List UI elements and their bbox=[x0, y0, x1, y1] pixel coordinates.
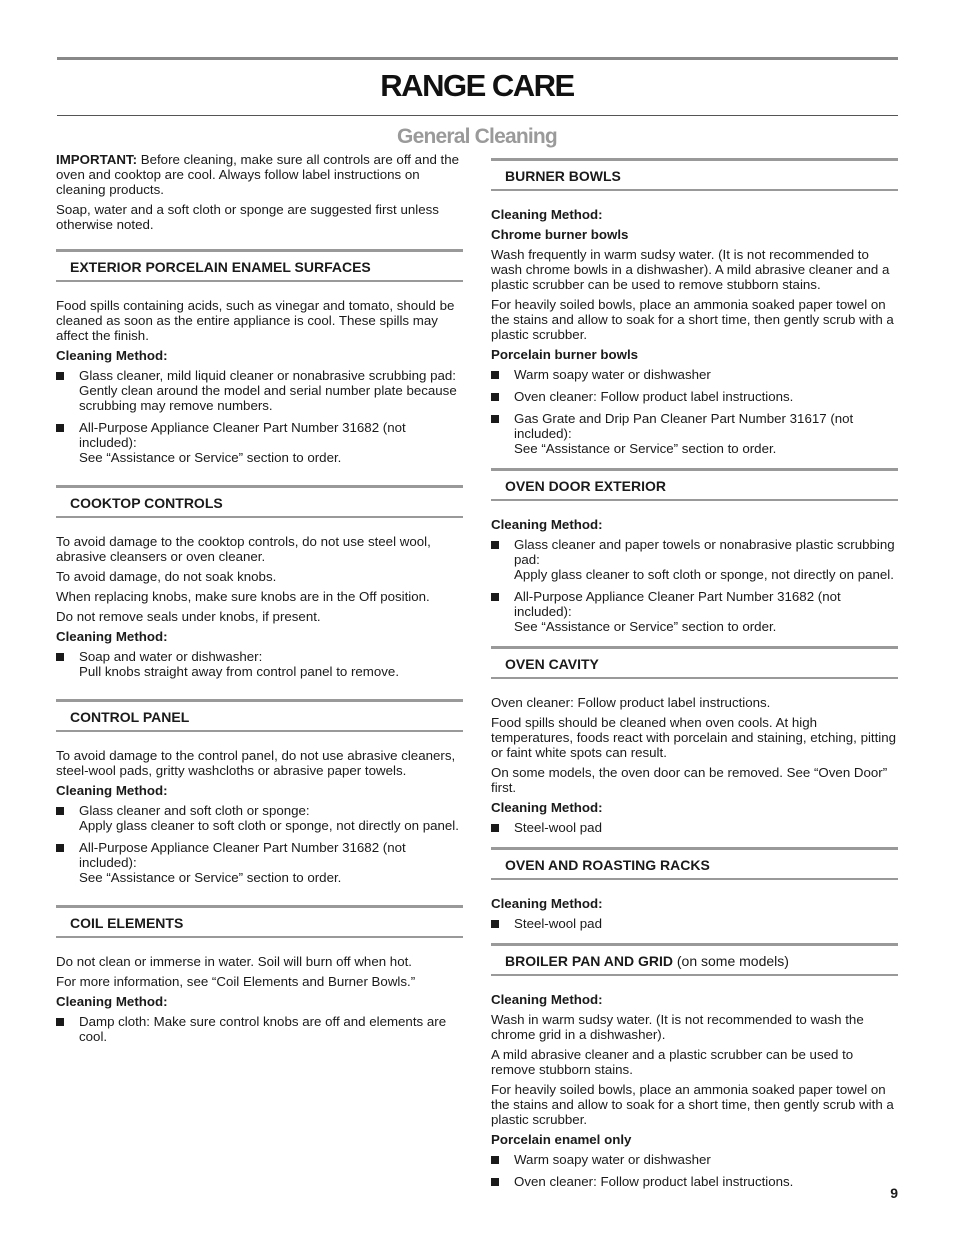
section-heading-exterior: EXTERIOR PORCELAIN ENAMEL SURFACES bbox=[56, 249, 463, 282]
porcelain-enamel-label: Porcelain enamel only bbox=[491, 1132, 632, 1147]
bullet-icon bbox=[491, 393, 499, 401]
page-title: RANGE CARE bbox=[380, 68, 574, 103]
oven-cavity-paragraph: On some models, the oven door can be removed. See “Oven Door” first. bbox=[491, 765, 888, 795]
cleaning-method-label: Cleaning Method: bbox=[491, 992, 603, 1007]
coil-paragraph: For more information, see “Coil Elements and Burner Bowls.” bbox=[56, 974, 416, 989]
bullet-icon bbox=[56, 844, 64, 852]
important-label: IMPORTANT: bbox=[56, 152, 138, 167]
cleaning-method-label: Cleaning Method: bbox=[56, 783, 168, 798]
bullet-icon bbox=[491, 541, 499, 549]
list-item: Glass cleaner and soft cloth or sponge: Apply glass cleaner to soft cloth or sponge, not directly on panel. bbox=[56, 803, 463, 833]
left-column bbox=[56, 152, 463, 1051]
cleaning-method-label: Cleaning Method: bbox=[56, 994, 168, 1009]
cleaning-method-label: Cleaning Method: bbox=[491, 896, 603, 911]
bullet-icon bbox=[491, 371, 499, 379]
bullet-icon bbox=[491, 920, 499, 928]
section-heading-broiler-pan bbox=[491, 943, 898, 976]
list-item: Glass cleaner, mild liquid cleaner or nonabrasive scrubbing pad: Gently clean around the model and serial number plate because scrubbing may remove numbers. bbox=[56, 368, 463, 413]
list-item: Steel-wool pad bbox=[491, 916, 898, 931]
section-heading-oven-cavity: OVEN CAVITY bbox=[491, 646, 898, 679]
control-panel-paragraph: To avoid damage to the control panel, do not use abrasive cleaners, steel-wool pads, gritty washcloths or abrasive paper towels. bbox=[56, 748, 456, 778]
list-item: Oven cleaner: Follow product label instructions. bbox=[491, 1174, 898, 1189]
page-number: 9 bbox=[890, 1185, 898, 1201]
bullet-icon bbox=[56, 424, 64, 432]
exterior-paragraph: Food spills containing acids, such as vinegar and tomato, should be cleaned as soon as the entire appliance is cool. These spills may affect the finish. bbox=[56, 298, 455, 343]
cooktop-paragraph: When replacing knobs, make sure knobs are in the Off position. bbox=[56, 589, 430, 604]
list-item: All-Purpose Appliance Cleaner Part Number 31682 (not included): See “Assistance or Service” section to order. bbox=[56, 840, 463, 885]
list-item: Damp cloth: Make sure control knobs are off and elements are cool. bbox=[56, 1014, 463, 1044]
burner-bowls-paragraph: For heavily soiled bowls, place an ammonia soaked paper towel on the stains and allow to soak for a short time, then gently scrub with a plastic scrubber. bbox=[491, 297, 894, 342]
section-heading-oven-racks: OVEN AND ROASTING RACKS bbox=[491, 847, 898, 880]
cooktop-paragraph: Do not remove seals under knobs, if present. bbox=[56, 609, 321, 624]
oven-cavity-paragraph: Oven cleaner: Follow product label instructions. bbox=[491, 695, 771, 710]
section-heading-oven-door-exterior: OVEN DOOR EXTERIOR bbox=[491, 468, 898, 501]
oven-cavity-paragraph: Food spills should be cleaned when oven cools. At high temperatures, foods react with porcelain and staining, etching, pitting or faint white spots can result. bbox=[491, 715, 897, 760]
top-rule bbox=[57, 57, 898, 60]
list-item: Soap and water or dishwasher: Pull knobs straight away from control panel to remove. bbox=[56, 649, 463, 679]
bullet-icon bbox=[491, 415, 499, 423]
section-heading-burner-bowls: BURNER BOWLS bbox=[491, 158, 898, 191]
broiler-heading-text: BROILER PAN AND GRID bbox=[505, 953, 673, 969]
list-item: Warm soapy water or dishwasher bbox=[491, 367, 898, 382]
bullet-icon bbox=[491, 593, 499, 601]
intro-paragraph: Soap, water and a soft cloth or sponge are suggested first unless otherwise noted. bbox=[56, 202, 439, 232]
section-heading-control-panel: CONTROL PANEL bbox=[56, 699, 463, 732]
cooktop-paragraph: To avoid damage to the cooktop controls, do not use steel wool, abrasive cleansers or oven cleaner. bbox=[56, 534, 431, 564]
section-heading-cooktop-controls: COOKTOP CONTROLS bbox=[56, 485, 463, 518]
bullet-icon bbox=[56, 807, 64, 815]
list-item: Steel-wool pad bbox=[491, 820, 898, 835]
broiler-paragraph: Wash in warm sudsy water. (It is not recommended to wash the chrome grid in a dishwasher). bbox=[491, 1012, 864, 1042]
bullet-icon bbox=[56, 372, 64, 380]
list-item: Glass cleaner and paper towels or nonabrasive plastic scrubbing pad: Apply glass cleaner to soft cloth or sponge, not directly on panel. bbox=[491, 537, 898, 582]
section-heading-coil-elements: COIL ELEMENTS bbox=[56, 905, 463, 938]
bullet-icon bbox=[491, 824, 499, 832]
list-item: All-Purpose Appliance Cleaner Part Number 31682 (not included): See “Assistance or Service” section to order. bbox=[56, 420, 463, 465]
coil-paragraph: Do not clean or immerse in water. Soil will burn off when hot. bbox=[56, 954, 412, 969]
burner-bowls-paragraph: Wash frequently in warm sudsy water. (It is not recommended to wash chrome bowls in a dishwasher). A mild abrasive cleaner and a plastic scrubber can be used to remove stubborn stains. bbox=[491, 247, 890, 292]
cleaning-method-label: Cleaning Method: bbox=[491, 800, 603, 815]
list-item: Gas Grate and Drip Pan Cleaner Part Number 31617 (not included): See “Assistance or Service” section to order. bbox=[491, 411, 898, 456]
list-item: Oven cleaner: Follow product label instructions. bbox=[491, 389, 898, 404]
page-subtitle: General Cleaning bbox=[397, 125, 557, 148]
bullet-icon bbox=[491, 1156, 499, 1164]
cooktop-paragraph: To avoid damage, do not soak knobs. bbox=[56, 569, 277, 584]
right-column bbox=[491, 152, 898, 1196]
intro-important bbox=[56, 152, 463, 197]
cleaning-method-label: Cleaning Method: bbox=[56, 629, 168, 644]
broiler-heading-note: (on some models) bbox=[673, 953, 789, 969]
broiler-paragraph: A mild abrasive cleaner and a plastic scrubber can be used to remove stubborn stains. bbox=[491, 1047, 854, 1077]
list-item: All-Purpose Appliance Cleaner Part Number 31682 (not included): See “Assistance or Service” section to order. bbox=[491, 589, 898, 634]
cleaning-method-label: Cleaning Method: bbox=[491, 207, 603, 222]
bullet-icon bbox=[491, 1178, 499, 1186]
bullet-icon bbox=[56, 653, 64, 661]
list-item: Warm soapy water or dishwasher bbox=[491, 1152, 898, 1167]
title-rule bbox=[57, 115, 898, 116]
cleaning-method-label: Cleaning Method: bbox=[491, 517, 603, 532]
chrome-burner-bowls-label: Chrome burner bowls bbox=[491, 227, 629, 242]
cleaning-method-label: Cleaning Method: bbox=[56, 348, 168, 363]
important-text: Before cleaning, make sure all controls are off and the oven and cooktop are cool. Always follow label instructions on cleaning products. bbox=[56, 152, 460, 197]
porcelain-burner-bowls-label: Porcelain burner bowls bbox=[491, 347, 639, 362]
broiler-paragraph: For heavily soiled bowls, place an ammonia soaked paper towel on the stains and allow to soak for a short time, then gently scrub with a plastic scrubber. bbox=[491, 1082, 894, 1127]
bullet-icon bbox=[56, 1018, 64, 1026]
